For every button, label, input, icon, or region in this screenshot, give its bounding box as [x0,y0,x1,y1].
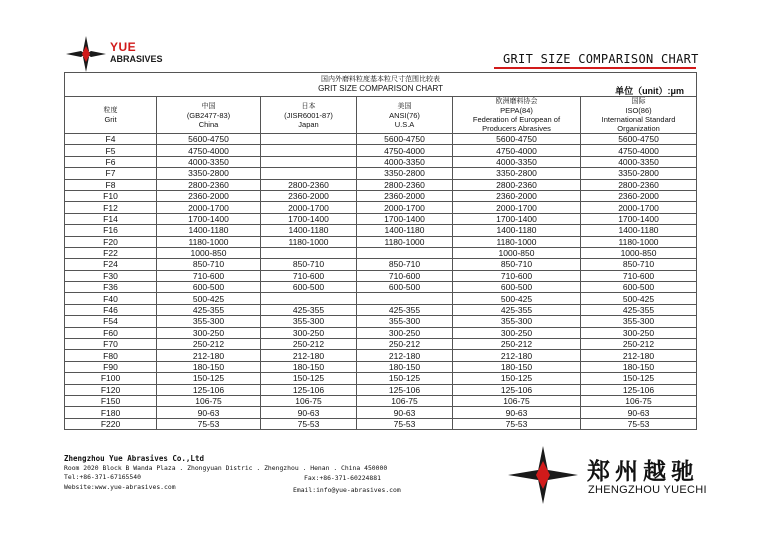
size-range-cell: 75-53 [261,418,357,429]
size-range-cell: 2800-2360 [157,179,261,190]
size-range-cell: 250-212 [157,339,261,350]
size-range-cell: 2000-1700 [581,202,697,213]
grit-cell: F54 [65,316,157,327]
size-range-cell: 1400-1180 [581,225,697,236]
title-underline [494,67,696,69]
table-header-row [65,97,697,134]
size-range-cell: 300-250 [453,327,581,338]
grit-cell: F14 [65,213,157,224]
size-range-cell: 1400-1180 [261,225,357,236]
grit-cell: F100 [65,373,157,384]
grit-cell: F80 [65,350,157,361]
table-row [65,316,697,327]
size-range-cell: 2000-1700 [357,202,453,213]
size-range-cell: 425-355 [357,304,453,315]
table-caption-row [65,73,697,97]
grit-cell: F10 [65,190,157,201]
size-range-cell: 106-75 [453,395,581,406]
size-range-cell: 850-710 [157,259,261,270]
size-range-cell: 3350-2800 [357,168,453,179]
size-range-cell: 2800-2360 [261,179,357,190]
size-range-cell [357,293,453,304]
size-range-cell: 2000-1700 [157,202,261,213]
caption-english: GRIT SIZE COMPARISON CHART [318,84,443,93]
size-range-cell: 1700-1400 [357,213,453,224]
grit-cell: F180 [65,407,157,418]
caption-chinese: 国内外磨料粒度基本粒尺寸范围比较表 [321,76,441,83]
grit-cell: F36 [65,282,157,293]
size-range-cell: 2800-2360 [357,179,453,190]
size-range-cell: 106-75 [261,395,357,406]
table-row [65,395,697,406]
size-range-cell: 500-425 [581,293,697,304]
size-range-cell [261,247,357,258]
address: Room 2020 Block B Wanda Plaza . Zhongyuan Distric . Zhengzhou . Henan . China 450000 [64,463,388,472]
page-title: GRIT SIZE COMPARISON CHART [503,52,699,66]
size-range-cell [261,293,357,304]
size-range-cell: 106-75 [581,395,697,406]
size-range-cell: 250-212 [357,339,453,350]
size-range-cell: 3350-2800 [157,168,261,179]
size-range-cell: 4750-4000 [157,145,261,156]
size-range-cell [261,168,357,179]
size-range-cell: 90-63 [261,407,357,418]
grit-cell: F24 [65,259,157,270]
size-range-cell: 850-710 [453,259,581,270]
size-range-cell: 4000-3350 [453,156,581,167]
size-range-cell: 850-710 [581,259,697,270]
size-range-cell: 1000-850 [157,247,261,258]
size-range-cell: 1000-850 [453,247,581,258]
table-row [65,270,697,281]
size-range-cell: 710-600 [581,270,697,281]
table-row [65,384,697,395]
grit-cell: F46 [65,304,157,315]
size-range-cell: 710-600 [357,270,453,281]
size-range-cell: 180-150 [453,361,581,372]
size-range-cell: 125-106 [157,384,261,395]
table-row [65,373,697,384]
size-range-cell: 3350-2800 [453,168,581,179]
header-grit: 粒度 Grit [65,97,157,134]
size-range-cell: 5600-4750 [581,134,697,145]
table-row [65,304,697,315]
company-name: Zhengzhou Yue Abrasives Co.,Ltd [64,454,204,463]
size-range-cell: 1700-1400 [453,213,581,224]
size-range-cell: 212-180 [157,350,261,361]
size-range-cell: 125-106 [261,384,357,395]
size-range-cell: 300-250 [581,327,697,338]
size-range-cell: 2360-2000 [157,190,261,201]
header-china: 中国 (GB2477-83) China [157,97,261,134]
grit-cell: F120 [65,384,157,395]
size-range-cell [261,145,357,156]
grit-cell: F40 [65,293,157,304]
size-range-cell: 150-125 [357,373,453,384]
size-range-cell: 355-300 [157,316,261,327]
size-range-cell: 1180-1000 [581,236,697,247]
size-range-cell: 425-355 [581,304,697,315]
size-range-cell: 600-500 [157,282,261,293]
size-range-cell: 106-75 [157,395,261,406]
size-range-cell: 180-150 [581,361,697,372]
unit-label: 单位（unit）:μm [615,86,685,96]
size-range-cell: 355-300 [581,316,697,327]
size-range-cell: 90-63 [157,407,261,418]
size-range-cell: 2000-1700 [261,202,357,213]
table-row [65,190,697,201]
size-range-cell: 150-125 [581,373,697,384]
size-range-cell: 250-212 [261,339,357,350]
grit-cell: F60 [65,327,157,338]
table-row [65,293,697,304]
size-range-cell: 1180-1000 [261,236,357,247]
size-range-cell: 90-63 [357,407,453,418]
size-range-cell: 1180-1000 [357,236,453,247]
grit-cell: F20 [65,236,157,247]
header-usa: 美国 ANSI(76) U.S.A [357,97,453,134]
size-range-cell: 5600-4750 [157,134,261,145]
size-range-cell: 75-53 [453,418,581,429]
header-fepa: 欧洲磨料协会 PEPA(84) Federation of European of Producers Abrasives [453,97,581,134]
size-range-cell [357,247,453,258]
size-range-cell: 600-500 [453,282,581,293]
size-range-cell: 1700-1400 [581,213,697,224]
grit-cell: F7 [65,168,157,179]
table-row [65,361,697,372]
website: Website:www.yue-abrasives.com [64,482,176,491]
telephone: Tel:+86-371-67165540 [64,473,141,481]
size-range-cell: 125-106 [357,384,453,395]
size-range-cell: 212-180 [357,350,453,361]
grit-cell: F220 [65,418,157,429]
compass-star-icon [64,34,108,74]
size-range-cell: 212-180 [261,350,357,361]
size-range-cell: 2800-2360 [453,179,581,190]
size-range-cell: 355-300 [357,316,453,327]
size-range-cell: 1000-850 [581,247,697,258]
brand-name: YUE [110,40,137,54]
size-range-cell: 600-500 [581,282,697,293]
size-range-cell: 2000-1700 [453,202,581,213]
size-range-cell: 425-355 [261,304,357,315]
size-range-cell: 1180-1000 [157,236,261,247]
size-range-cell: 600-500 [261,282,357,293]
size-range-cell: 4000-3350 [357,156,453,167]
size-range-cell: 2800-2360 [581,179,697,190]
size-range-cell: 1180-1000 [453,236,581,247]
size-range-cell: 3350-2800 [581,168,697,179]
size-range-cell: 1400-1180 [357,225,453,236]
size-range-cell: 1400-1180 [157,225,261,236]
table-row [65,247,697,258]
size-range-cell: 5600-4750 [357,134,453,145]
size-range-cell: 500-425 [453,293,581,304]
table-row [65,327,697,338]
grit-cell: F5 [65,145,157,156]
size-range-cell: 150-125 [157,373,261,384]
table-row [65,350,697,361]
size-range-cell: 90-63 [453,407,581,418]
size-range-cell: 425-355 [157,304,261,315]
size-range-cell: 125-106 [453,384,581,395]
size-range-cell: 250-212 [453,339,581,350]
size-range-cell: 850-710 [261,259,357,270]
table-row [65,168,697,179]
company-name-english: ZHENGZHOU YUECHI [588,484,707,496]
size-range-cell: 1400-1180 [453,225,581,236]
size-range-cell: 250-212 [581,339,697,350]
grit-cell: F70 [65,339,157,350]
table-row [65,134,697,145]
size-range-cell: 2360-2000 [581,190,697,201]
grit-cell: F150 [65,395,157,406]
company-name-chinese: 郑州越驰 [587,459,699,485]
size-range-cell: 300-250 [357,327,453,338]
size-range-cell: 2360-2000 [261,190,357,201]
size-range-cell: 355-300 [261,316,357,327]
grit-cell: F16 [65,225,157,236]
size-range-cell: 150-125 [261,373,357,384]
size-range-cell: 425-355 [453,304,581,315]
table-row [65,156,697,167]
grit-comparison-table [64,72,697,430]
header-iso: 国际 ISO(86) International Standard Organization [581,97,697,134]
size-range-cell: 106-75 [357,395,453,406]
size-range-cell: 710-600 [157,270,261,281]
grit-cell: F6 [65,156,157,167]
size-range-cell: 355-300 [453,316,581,327]
size-range-cell: 125-106 [581,384,697,395]
size-range-cell: 300-250 [261,327,357,338]
size-range-cell: 75-53 [157,418,261,429]
size-range-cell: 150-125 [453,373,581,384]
size-range-cell: 90-63 [581,407,697,418]
size-range-cell: 1700-1400 [261,213,357,224]
table-row [65,213,697,224]
size-range-cell: 300-250 [157,327,261,338]
size-range-cell: 4750-4000 [453,145,581,156]
size-range-cell: 710-600 [453,270,581,281]
size-range-cell: 2360-2000 [453,190,581,201]
table-row [65,225,697,236]
size-range-cell [261,156,357,167]
brand-subtitle: ABRASIVES [110,54,163,64]
size-range-cell: 180-150 [357,361,453,372]
size-range-cell: 212-180 [453,350,581,361]
email: Email:info@yue-abrasives.com [293,486,401,494]
size-range-cell: 75-53 [357,418,453,429]
size-range-cell: 180-150 [157,361,261,372]
grit-cell: F90 [65,361,157,372]
size-range-cell: 500-425 [157,293,261,304]
size-range-cell: 1700-1400 [157,213,261,224]
size-range-cell: 75-53 [581,418,697,429]
size-range-cell: 4000-3350 [157,156,261,167]
size-range-cell [261,134,357,145]
size-range-cell: 710-600 [261,270,357,281]
table-row [65,179,697,190]
header-japan: 日本 (JISR6001-87) Japan [261,97,357,134]
table-row [65,236,697,247]
grit-cell: F30 [65,270,157,281]
size-range-cell: 4750-4000 [357,145,453,156]
grit-cell: F12 [65,202,157,213]
table-row [65,418,697,429]
table-row [65,202,697,213]
size-range-cell: 212-180 [581,350,697,361]
table-row [65,339,697,350]
size-range-cell: 180-150 [261,361,357,372]
fax: Fax:+86-371-60224881 [304,474,381,482]
size-range-cell: 4000-3350 [581,156,697,167]
grit-cell: F22 [65,247,157,258]
grit-cell: F8 [65,179,157,190]
size-range-cell: 4750-4000 [581,145,697,156]
size-range-cell: 850-710 [357,259,453,270]
table-row [65,145,697,156]
size-range-cell: 2360-2000 [357,190,453,201]
table-row [65,282,697,293]
size-range-cell: 600-500 [357,282,453,293]
compass-star-icon [506,444,580,506]
table-row [65,259,697,270]
table-row [65,407,697,418]
grit-cell: F4 [65,134,157,145]
size-range-cell: 5600-4750 [453,134,581,145]
